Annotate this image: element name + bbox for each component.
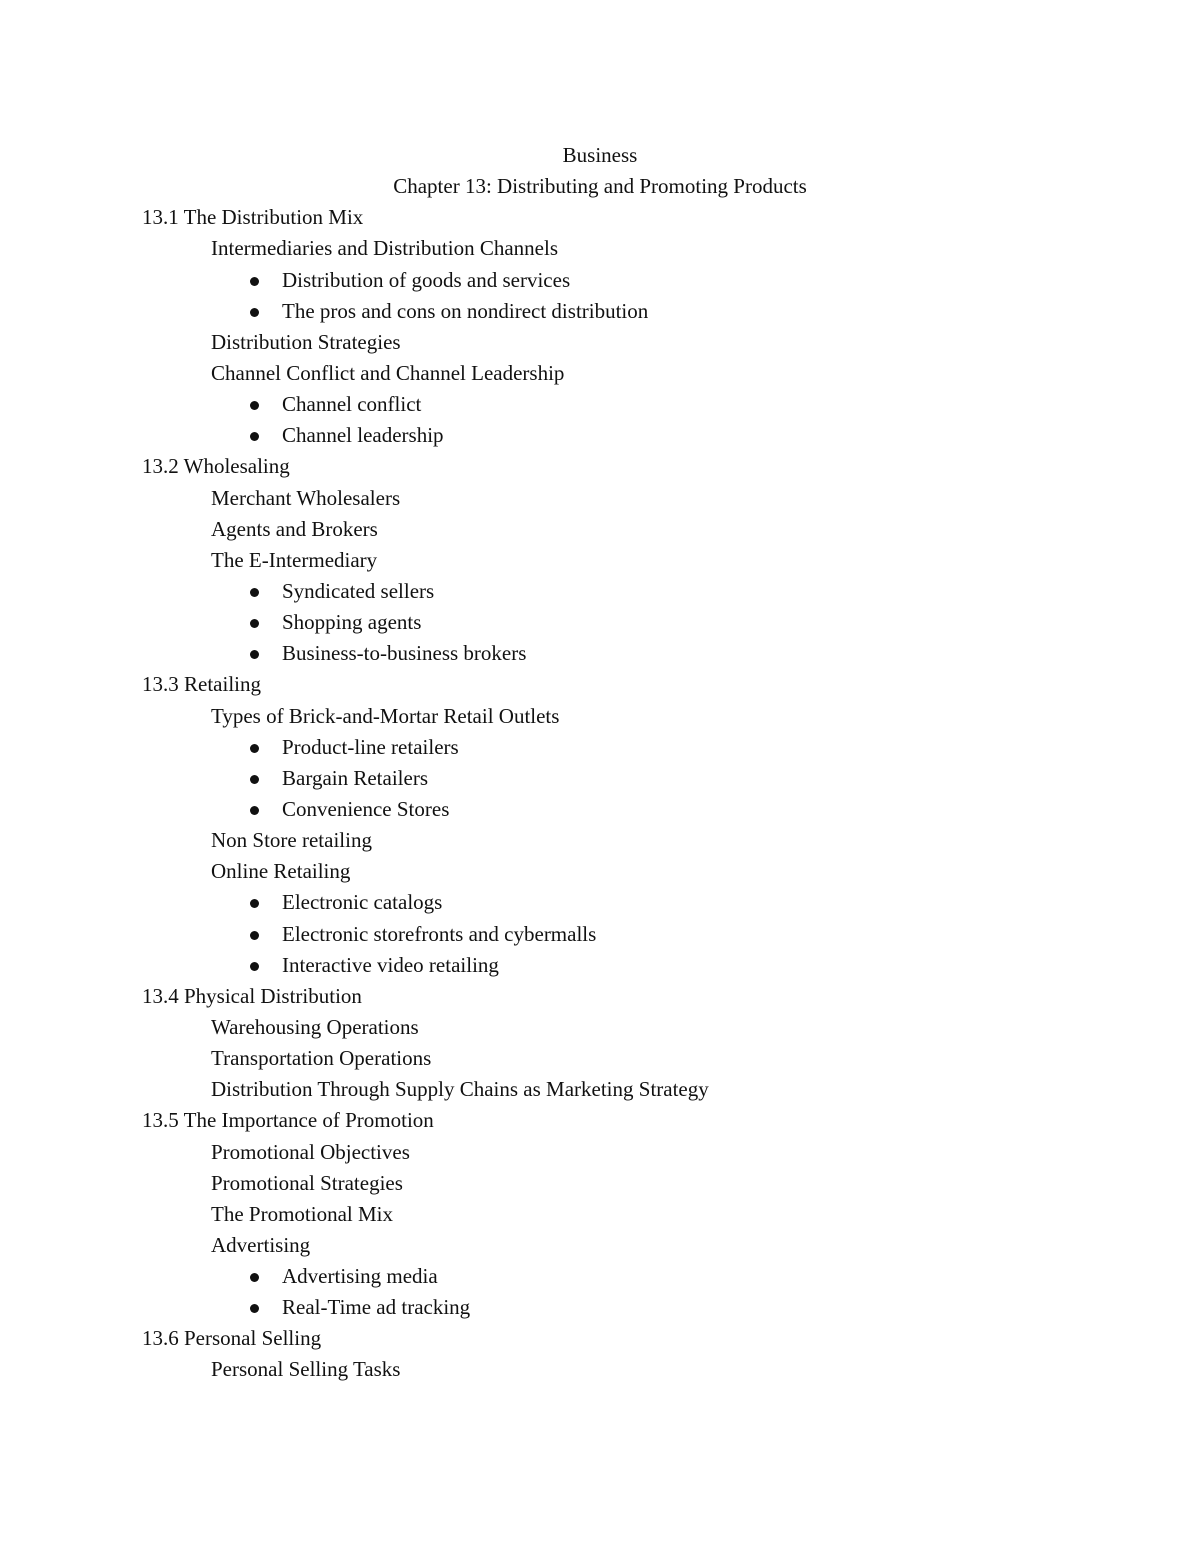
subsection-heading bbox=[0, 1230, 1200, 1261]
bullet-icon bbox=[250, 744, 259, 753]
bullet-icon bbox=[250, 619, 259, 628]
outline-text: 13.1 The Distribution Mix bbox=[142, 205, 364, 230]
outline-text: The pros and cons on nondirect distribution bbox=[282, 298, 649, 323]
bullet-icon bbox=[250, 775, 259, 784]
outline-text: Syndicated sellers bbox=[282, 578, 435, 603]
outline-text: Electronic storefronts and cybermalls bbox=[282, 921, 597, 946]
outline-text: Non Store retailing bbox=[211, 828, 372, 853]
outline-text: Shopping agents bbox=[282, 610, 422, 635]
section-heading bbox=[0, 669, 1200, 700]
outline-text: 13.4 Physical Distribution bbox=[142, 983, 362, 1008]
bullet-icon bbox=[250, 308, 259, 317]
bullet-icon bbox=[250, 277, 259, 286]
subsection-heading bbox=[0, 856, 1200, 887]
outline-text: Distribution of goods and services bbox=[282, 267, 571, 292]
bullet-item bbox=[0, 389, 1200, 420]
outline-text: 13.5 The Importance of Promotion bbox=[142, 1108, 434, 1133]
outline-text: 13.3 Retailing bbox=[142, 672, 261, 697]
bullet-item bbox=[0, 1292, 1200, 1323]
outline-text: Promotional Objectives bbox=[211, 1139, 410, 1164]
section-heading bbox=[0, 1105, 1200, 1136]
outline-text: The Promotional Mix bbox=[211, 1201, 393, 1226]
outline-text: 13.2 Wholesaling bbox=[142, 454, 290, 479]
bullet-icon bbox=[250, 806, 259, 815]
outline-text: Channel conflict bbox=[282, 392, 422, 417]
bullet-icon bbox=[250, 588, 259, 597]
bullet-item bbox=[0, 887, 1200, 918]
bullet-item bbox=[0, 576, 1200, 607]
bullet-item bbox=[0, 1261, 1200, 1292]
document-body bbox=[0, 140, 1200, 1386]
outline-text: Distribution Strategies bbox=[211, 329, 401, 354]
subsection-heading bbox=[0, 358, 1200, 389]
outline-text: Transportation Operations bbox=[211, 1046, 432, 1071]
outline-text: 13.6 Personal Selling bbox=[142, 1326, 322, 1351]
section-heading bbox=[0, 981, 1200, 1012]
outline-text: The E-Intermediary bbox=[211, 547, 378, 572]
outline-text: Warehousing Operations bbox=[211, 1014, 419, 1039]
outline-text: Channel leadership bbox=[282, 423, 444, 448]
bullet-icon bbox=[250, 931, 259, 940]
bullet-item bbox=[0, 607, 1200, 638]
outline-text: Business-to-business brokers bbox=[282, 641, 527, 666]
bullet-item bbox=[0, 732, 1200, 763]
outline-text: Bargain Retailers bbox=[282, 765, 428, 790]
subsection-heading bbox=[0, 1043, 1200, 1074]
outline-text: Distribution Through Supply Chains as Marketing Strategy bbox=[211, 1077, 709, 1102]
bullet-item bbox=[0, 763, 1200, 794]
bullet-icon bbox=[250, 1304, 259, 1313]
subsection-heading bbox=[0, 514, 1200, 545]
outline-text: Real-Time ad tracking bbox=[282, 1295, 471, 1320]
document-title: Business bbox=[562, 143, 638, 167]
outline-text: Intermediaries and Distribution Channels bbox=[211, 236, 559, 261]
outline-text: Promotional Strategies bbox=[211, 1170, 403, 1195]
subsection-heading bbox=[0, 483, 1200, 514]
section-heading bbox=[0, 1323, 1200, 1354]
bullet-item bbox=[0, 296, 1200, 327]
bullet-icon bbox=[250, 899, 259, 908]
chapter-title: Chapter 13: Distributing and Promoting Products bbox=[393, 174, 807, 199]
section-heading bbox=[0, 202, 1200, 233]
subsection-heading bbox=[0, 825, 1200, 856]
outline-text: Personal Selling Tasks bbox=[211, 1357, 401, 1382]
subsection-heading bbox=[0, 1168, 1200, 1199]
bullet-item bbox=[0, 265, 1200, 296]
section-heading bbox=[0, 451, 1200, 482]
subsection-heading bbox=[0, 1012, 1200, 1043]
outline-text: Online Retailing bbox=[211, 859, 351, 884]
outline-text: Advertising bbox=[211, 1232, 311, 1257]
subsection-heading bbox=[0, 701, 1200, 732]
bullet-item bbox=[0, 950, 1200, 981]
bullet-item bbox=[0, 420, 1200, 451]
bullet-icon bbox=[250, 401, 259, 410]
subsection-heading bbox=[0, 1354, 1200, 1385]
outline-text: Agents and Brokers bbox=[211, 516, 378, 541]
bullet-item bbox=[0, 794, 1200, 825]
outline-text: Channel Conflict and Channel Leadership bbox=[211, 360, 565, 385]
subsection-heading bbox=[0, 233, 1200, 264]
outline-text: Convenience Stores bbox=[282, 796, 450, 821]
outline-text: Merchant Wholesalers bbox=[211, 485, 401, 510]
bullet-icon bbox=[250, 962, 259, 971]
bullet-item bbox=[0, 919, 1200, 950]
subsection-heading bbox=[0, 1137, 1200, 1168]
subsection-heading bbox=[0, 1199, 1200, 1230]
bullet-icon bbox=[250, 1273, 259, 1282]
outline-text: Interactive video retailing bbox=[282, 952, 499, 977]
subsection-heading bbox=[0, 327, 1200, 358]
bullet-item bbox=[0, 638, 1200, 669]
outline-text: Types of Brick-and-Mortar Retail Outlets bbox=[211, 703, 560, 728]
outline-text: Advertising media bbox=[282, 1264, 438, 1289]
subsection-heading bbox=[0, 545, 1200, 576]
subsection-heading bbox=[0, 1074, 1200, 1105]
outline-text: Electronic catalogs bbox=[282, 890, 443, 915]
bullet-icon bbox=[250, 432, 259, 441]
outline-text: Product-line retailers bbox=[282, 734, 459, 759]
bullet-icon bbox=[250, 650, 259, 659]
